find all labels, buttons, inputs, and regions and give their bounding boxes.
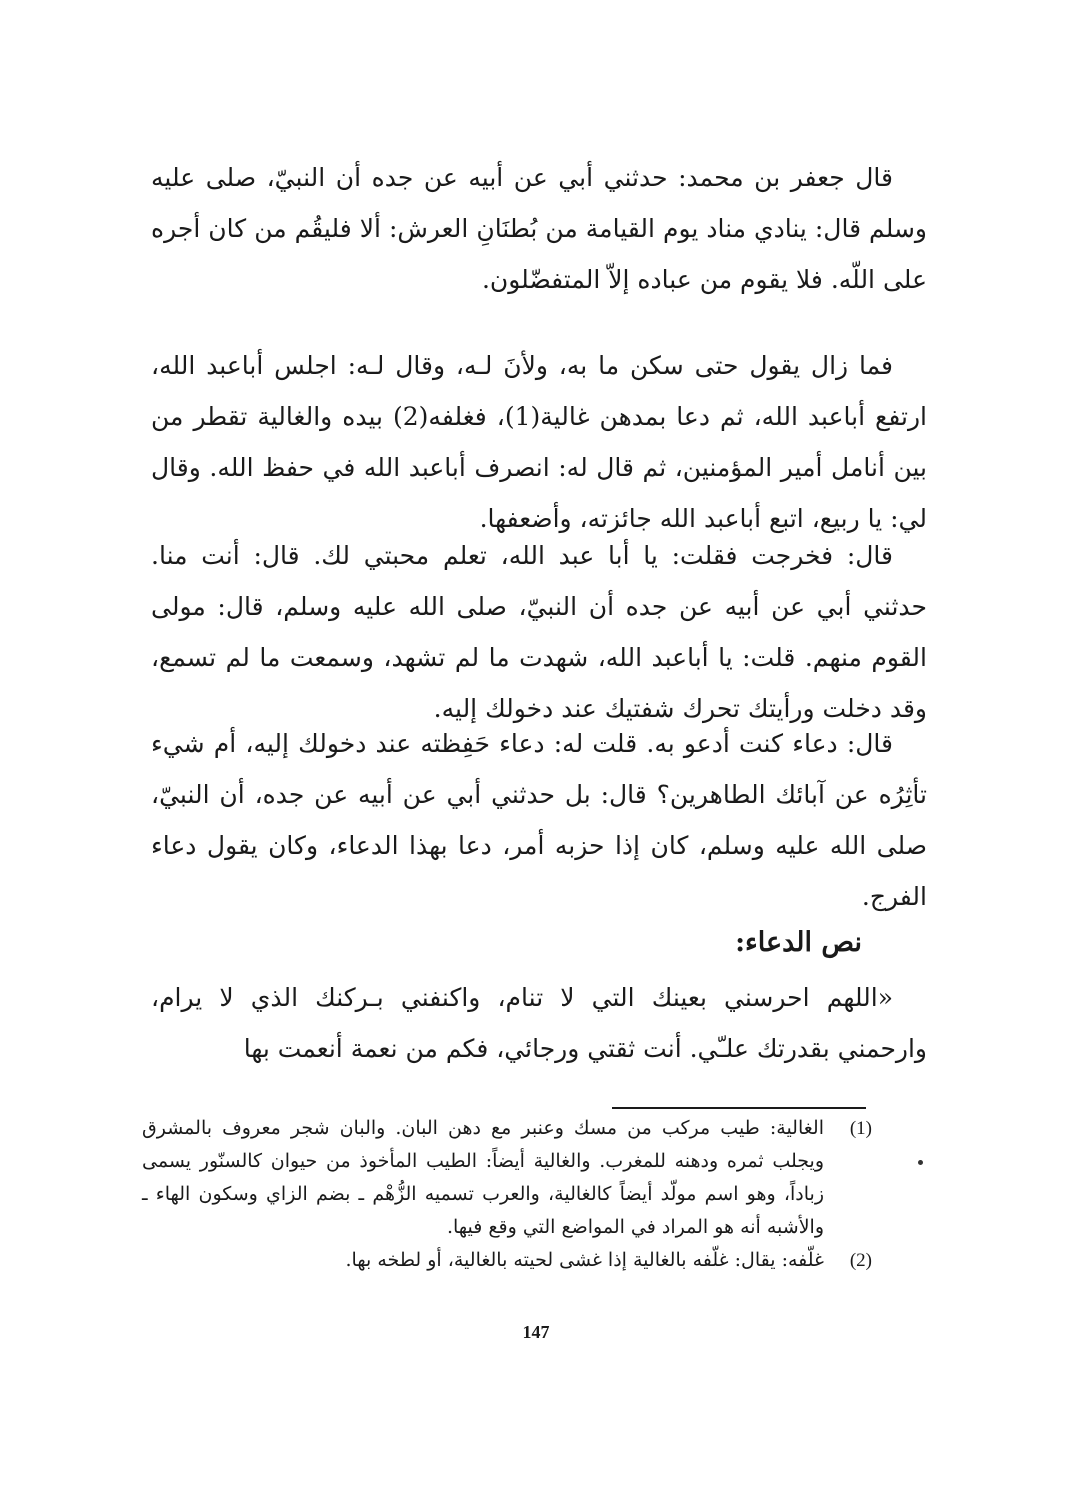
footnote-separator — [612, 1107, 866, 1109]
prayer-paragraph-block — [151, 972, 927, 1074]
footnote-text: الغالية: طيب مركب من مسك وعنبر مع دهن البان. والبان شجر معروف بالمشرق ويجلب ثمره ودهنه للمغرب. والغالية أيضاً: الطيب المأخوذ من حيوان كالسنّور يسمى زباداً، وهو اسم مولّد أيضاً كالغالية، والعرب تسميه الزُّهْم ـ بضم الزاي وسكون الهاء ـ والأشبه أنه هو المراد في المواضع التي وقع فيها. — [142, 1117, 824, 1238]
body-paragraph-1: قال جعفر بن محمد: حدثني أبي عن أبيه عن جده أن النبيّ، صلى عليه وسلم قال: ينادي مناد يوم القيامة من بُطنَانِ العرش: ألا فليقُم من كان أجره على اللّه. فلا يقوم من عباده إلاّ المتفضّلون. — [151, 163, 927, 294]
footnote-1 — [142, 1112, 872, 1244]
scan-speck — [918, 1160, 923, 1165]
body-paragraph-3-block — [151, 530, 927, 734]
body-paragraph-1-block — [151, 152, 927, 305]
footnote-text: غلّفه: يقال: غلّفه بالغالية إذا غشى لحيته بالغالية، أو لطخه بها. — [345, 1249, 824, 1271]
body-paragraph-4: قال: دعاء كنت أدعو به. قلت له: دعاء حَفِظته عند دخولك إليه، أم شيء تأثِرُه عن آبائك الطاهرين؟ قال: بل حدثني أبي عن أبيه عن جده، أن النبيّ، صلى الله عليه وسلم، كان إذا حزبه أمر، دعا بهذا الدعاء، وكان يقول دعاء الفرج. — [151, 729, 927, 911]
body-paragraph-2: فما زال يقول حتى سكن ما به، ولأنَ لـه، وقال لـه: اجلس أباعبد الله، ارتفع أباعبد الله، ثم دعا بمدهن غالية(1)، فغلفه(2) بيده والغالية تقطر من بين أنامل أمير المؤمنين، ثم قال له: انصرف أباعبد الله في حفظ الله. وقال لي: يا ربيع، اتبع أباعبد الله جائزته، وأضعفها. — [151, 351, 927, 533]
section-heading: نص الدعاء: — [735, 927, 862, 958]
footnote-2 — [142, 1244, 872, 1277]
body-paragraph-3: قال: فخرجت فقلت: يا أبا عبد الله، تعلم محبتي لك. قال: أنت منا. حدثني أبي عن أبيه عن جده أن النبيّ، صلى الله عليه وسلم، قال: مولى القوم منهم. قلت: يا أباعبد الله، شهدت ما لم تشهد، وسمعت ما لم تسمع، وقد دخلت ورأيتك تحرك شفتيك عند دخولك إليه. — [151, 541, 927, 723]
body-paragraph-2-block — [151, 340, 927, 544]
footnote-number: (2) — [849, 1250, 872, 1271]
body-paragraph-4-block — [151, 718, 927, 922]
footnotes — [142, 1112, 872, 1277]
page-number: 147 — [522, 1322, 550, 1342]
footnote-number: (1) — [849, 1118, 872, 1139]
prayer-paragraph: «اللهم احرسني بعينك التي لا تنام، واكنفني بـركنك الذي لا يرام، وارحمني بقدرتك علـّي. أنت ثقتي ورجائي، فكم من نعمة أنعمت بها — [151, 983, 927, 1063]
